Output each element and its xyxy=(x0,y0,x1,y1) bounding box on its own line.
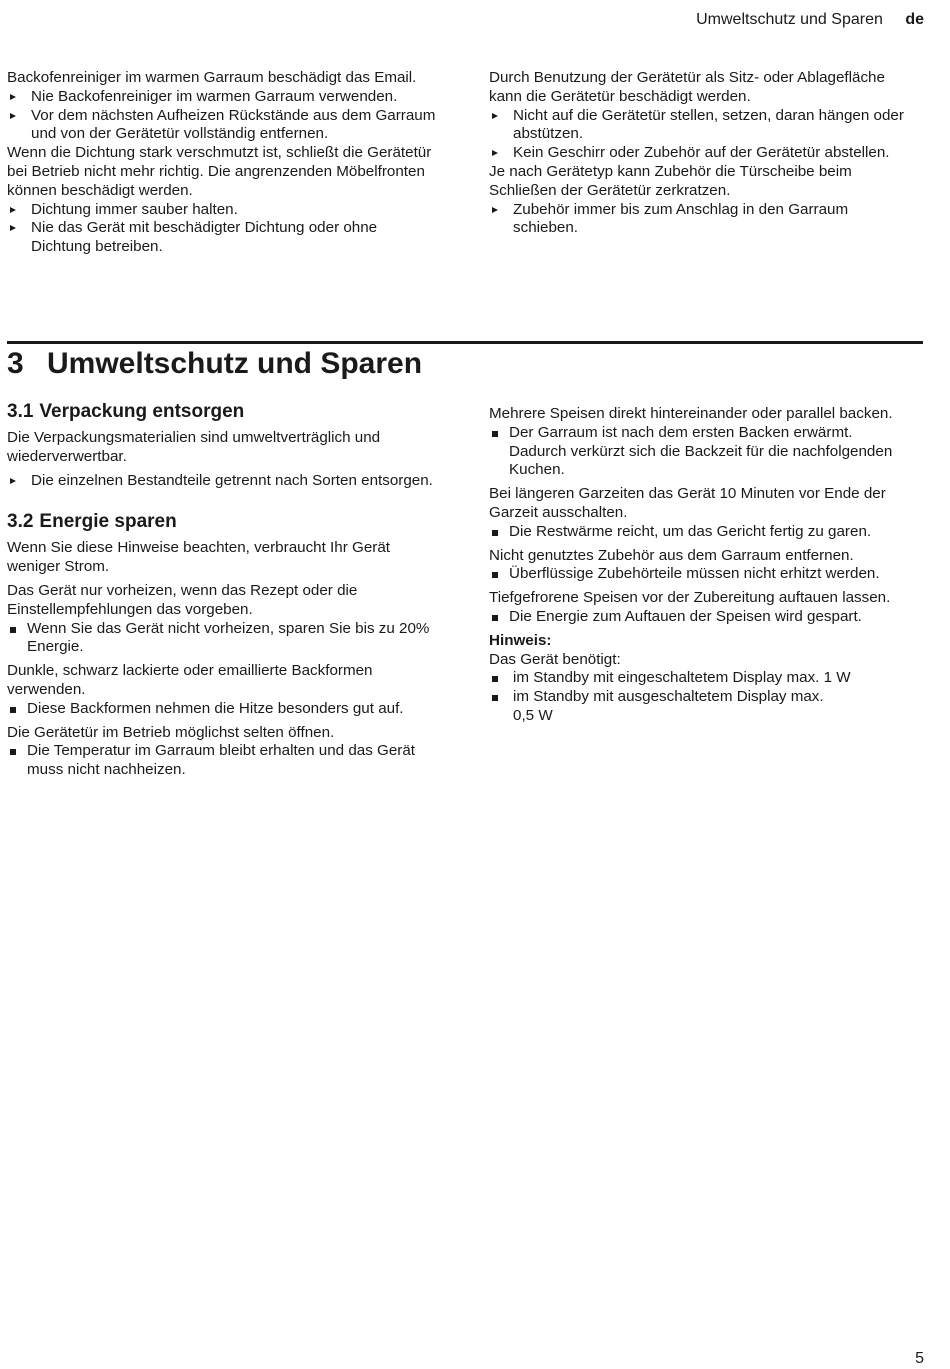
instruction-item: Kein Geschirr oder Zubehör auf der Gerätetür abstellen. xyxy=(489,144,917,163)
chapter-number: 3 xyxy=(7,347,24,380)
top-right-column xyxy=(489,69,917,238)
bottom-right-column xyxy=(489,405,914,726)
page-header xyxy=(696,10,924,30)
instruction-item: Nie Backofenreiniger im warmen Garraum verwenden. xyxy=(7,88,440,107)
hint-text: Das Gerät benötigt: xyxy=(489,650,621,668)
top-left-column xyxy=(7,69,440,257)
paragraph: Durch Benutzung der Gerätetür als Sitz- oder Ablagefläche kann die Gerätetür beschädigt werden. xyxy=(489,69,885,105)
result-item: Die Energie zum Auftauen der Speisen wird gespart. xyxy=(489,608,914,627)
paragraph: Tiefgefrorene Speisen vor der Zubereitung auftauen lassen. xyxy=(489,589,891,607)
paragraph: Backofenreiniger im warmen Garraum beschädigt das Email. xyxy=(7,69,417,86)
chapter-heading xyxy=(7,345,422,383)
paragraph: Mehrere Speisen direkt hintereinander oder parallel backen. xyxy=(489,405,893,422)
hint-item: im Standby mit ausgeschaltetem Display max. 0,5 W xyxy=(489,688,843,726)
result-item: Die Temperatur im Garraum bleibt erhalten und das Gerät muss nicht nachheizen. xyxy=(7,742,443,780)
paragraph: Wenn Sie diese Hinweise beachten, verbraucht Ihr Gerät weniger Strom. xyxy=(7,539,390,576)
paragraph: Je nach Gerätetyp kann Zubehör die Türscheibe beim Schließen der Gerätetür zerkratzen. xyxy=(489,162,852,199)
hint-item: im Standby mit eingeschaltetem Display max. 1 W xyxy=(489,669,914,688)
result-item: Die Restwärme reicht, um das Gericht fertig zu garen. xyxy=(489,523,914,542)
instruction-item: Nicht auf die Gerätetür stellen, setzen, daran hängen oder abstützen. xyxy=(489,107,917,145)
page-number: 5 xyxy=(915,1350,924,1367)
paragraph: Die Gerätetür im Betrieb möglichst selten öffnen. xyxy=(7,723,335,741)
paragraph: Das Gerät nur vorheizen, wenn das Rezept oder die Einstellempfehlungen das vorgeben. xyxy=(7,581,358,618)
result-item: Diese Backformen nehmen die Hitze besonders gut auf. xyxy=(7,700,443,719)
paragraph: Nicht genutztes Zubehör aus dem Garraum entfernen. xyxy=(489,546,854,564)
instruction-item: Zubehör immer bis zum Anschlag in den Garraum schieben. xyxy=(489,201,917,239)
paragraph: Die Verpackungsmaterialien sind umweltverträglich und wiederverwertbar. xyxy=(7,429,381,465)
chapter-divider xyxy=(7,341,923,344)
paragraph: Wenn die Dichtung stark verschmutzt ist, schließt die Gerätetür bei Betrieb nicht mehr richtig. Die angrenzenden Möbelfronten können beschädigt werden. xyxy=(7,144,432,199)
hint-list xyxy=(489,669,914,725)
instruction-item: Dichtung immer sauber halten. xyxy=(7,201,440,220)
result-item: Der Garraum ist nach dem ersten Backen erwärmt. Dadurch verkürzt sich die Backzeit für die nachfolgenden Kuchen. xyxy=(489,424,914,480)
language-code: de xyxy=(905,11,924,28)
chapter-title: Umweltschutz und Sparen xyxy=(47,347,423,380)
hint-label: Hinweis: xyxy=(489,631,552,649)
instruction-item: Vor dem nächsten Aufheizen Rückstände aus dem Garraum und von der Gerätetür vollständig entfernen. xyxy=(7,107,440,145)
section-heading-3-2: 3.2 Energie sparen xyxy=(7,511,177,533)
paragraph: Bei längeren Garzeiten das Gerät 10 Minuten vor Ende der Garzeit ausschalten. xyxy=(489,485,886,521)
instruction-item: Nie das Gerät mit beschädigter Dichtung oder ohne Dichtung betreiben. xyxy=(7,219,440,257)
bottom-left-column xyxy=(7,400,443,780)
instruction-item: Die einzelnen Bestandteile getrennt nach Sorten entsorgen. xyxy=(7,472,443,491)
header-title: Umweltschutz und Sparen xyxy=(696,11,883,28)
result-item: Überflüssige Zubehörteile müssen nicht erhitzt werden. xyxy=(489,565,914,584)
section-heading-3-1: 3.1 Verpackung entsorgen xyxy=(7,401,245,422)
paragraph: Dunkle, schwarz lackierte oder emaillierte Backformen verwenden. xyxy=(7,662,373,698)
result-item: Wenn Sie das Gerät nicht vorheizen, sparen Sie bis zu 20% Energie. xyxy=(7,620,443,658)
